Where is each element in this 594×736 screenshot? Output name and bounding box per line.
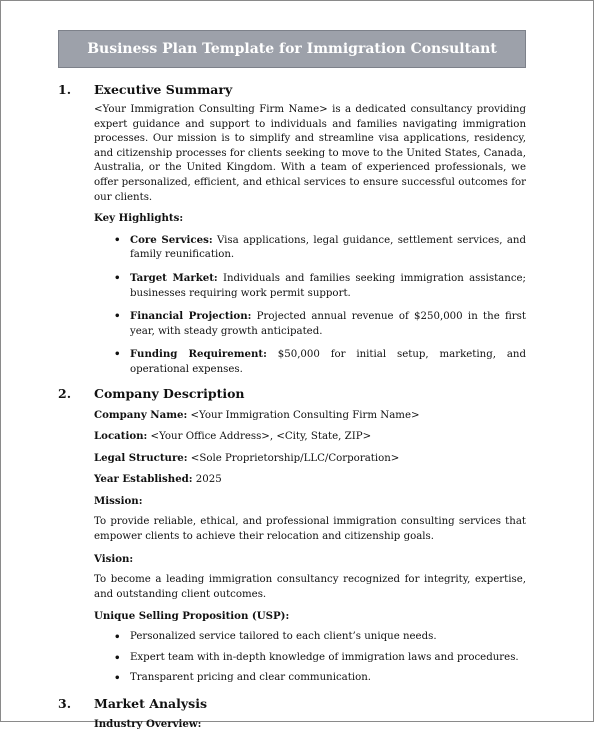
legal-structure-line [94,451,526,467]
location-line [94,429,526,445]
highlight-text: Projected annual revenue of $250,000 in the first year, with steady growth anticipated. [130,311,526,337]
field-label: Legal Structure: [94,451,188,464]
mission-paragraph: To provide reliable, ethical, and professional immigration consulting services that empower clients to achieve their relocation and citizenship goals. [94,516,526,543]
vision-label: Vision: [94,552,134,565]
list-item [94,347,526,377]
year-established-line [94,472,526,488]
highlight-text: $50,000 for initial setup, marketing, and operational expenses. [130,349,526,375]
bullet-icon: • [114,271,121,284]
usp-text: Personalized service tailored to each client’s unique needs. [130,631,437,643]
field-label: Year Established: [94,473,193,486]
bullet-icon: • [114,631,121,644]
bullet-icon: • [114,651,121,664]
section-body-company-description [94,408,526,686]
list-item [94,671,526,686]
field-value: 2025 [192,474,222,486]
field-label: Location: [94,430,148,443]
highlight-label: Target Market: [130,271,218,284]
highlight-label: Core Services: [130,233,213,246]
mission-label: Mission: [94,494,143,507]
field-value: <Sole Proprietorship/LLC/Corporation> [187,452,400,464]
list-item [94,309,526,339]
vision-paragraph: To become a leading immigration consultancy recognized for integrity, expertise, and outstanding client outcomes. [94,574,526,600]
document-title: Business Plan Template for Immigration Consultant [87,41,497,57]
section-heading-market-analysis [58,696,526,711]
highlight-text: Visa applications, legal guidance, settlement services, and family reunification. [130,234,526,261]
document-title-bar [58,30,526,68]
industry-overview-label: Industry Overview: [94,717,202,730]
section-title: Market Analysis [94,695,207,711]
usp-text: Expert team with in-depth knowledge of immigration laws and procedures. [130,651,519,663]
list-item [94,271,526,301]
field-label: Company Name: [94,408,188,421]
bullet-icon: • [114,233,121,246]
bullet-icon: • [114,310,121,323]
section-number: 2. [58,385,72,401]
list-item [94,651,526,666]
section-body-market-analysis [94,717,526,732]
company-name-line [94,408,526,424]
list-item [94,233,526,263]
section-number: 3. [58,695,72,711]
document-content [58,80,526,736]
bullet-icon: • [114,672,121,685]
section-title: Executive Summary [94,82,233,97]
section-body-executive-summary [94,103,526,378]
highlight-text: Individuals and families seeking immigration assistance; businesses requiring work permit support. [130,272,526,299]
highlight-label: Financial Projection: [130,310,252,323]
section-title: Company Description [94,385,245,401]
highlight-label: Funding Requirement: [130,348,267,361]
section-heading-executive-summary [58,82,526,97]
usp-label: Unique Selling Proposition (USP): [94,610,290,623]
section-number: 1. [58,82,72,97]
usp-text: Transparent pricing and clear communication. [130,672,372,684]
key-highlights-list [94,233,526,378]
usp-list [94,630,526,686]
section-heading-company-description [58,386,526,401]
field-value: <Your Immigration Consulting Firm Name> [187,409,420,421]
executive-summary-paragraph: <Your Immigration Consulting Firm Name> is a dedicated consultancy providing expert guidance and support to individuals and families navigating immigration processes. Our mission is to simplify and streamline visa applications, residency, and citizenship processes for clients seeking to move to the United States, Canada, Australia, or the United Kingdom. With a team of experienced professionals, we offer personalized, efficient, and ethical services to ensure successful outcomes for our clients. [94,104,526,203]
key-highlights-label: Key Highlights: [94,212,184,225]
bullet-icon: • [114,348,121,361]
field-value: <Your Office Address>, <City, State, ZIP> [147,431,372,443]
list-item [94,630,526,645]
